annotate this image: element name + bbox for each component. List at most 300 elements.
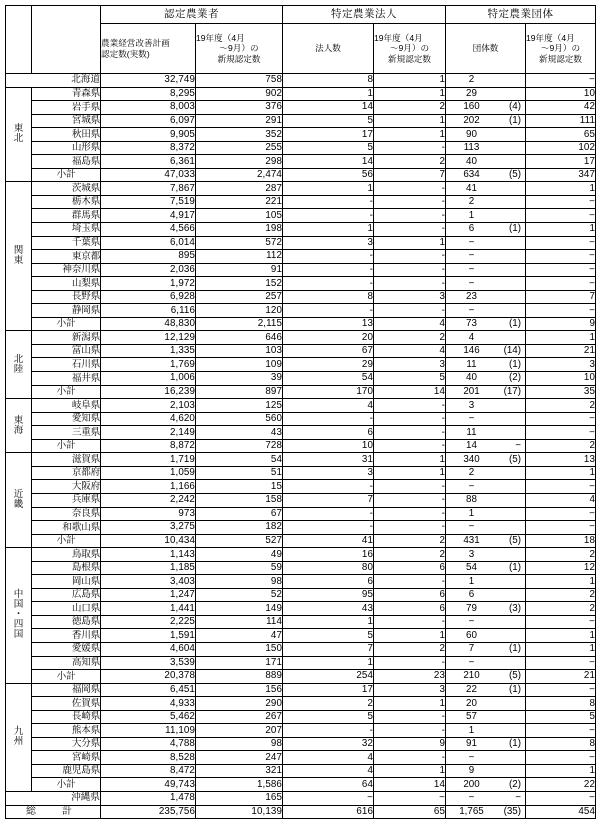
cell-dantai	[446, 101, 526, 115]
dantai-paren-value: (1)	[509, 683, 521, 695]
table-row	[6, 656, 596, 670]
cell-houjin: 4	[283, 751, 374, 765]
table-row	[6, 615, 596, 629]
row-label-prefecture: 佐賀県	[32, 697, 101, 711]
cell-dantai	[446, 358, 526, 372]
cell-nintei_new: 902	[196, 87, 283, 101]
table-row	[6, 344, 596, 358]
dantai-value: 79	[466, 602, 477, 614]
table-row	[6, 399, 596, 413]
row-label-prefecture: 奈良県	[32, 507, 101, 521]
cell-dantai_new: −	[526, 304, 596, 318]
cell-houjin_new: 1	[374, 114, 446, 128]
row-label-prefecture: 福井県	[32, 372, 101, 386]
row-label-prefecture: 茨城県	[32, 182, 101, 196]
cell-houjin_new: 1	[374, 128, 446, 142]
row-label-prefecture: 鳥取県	[32, 548, 101, 562]
cell-houjin_new: -	[374, 615, 446, 629]
table-row	[6, 372, 596, 386]
cell-dantai_new: −	[526, 426, 596, 440]
dantai-value: −	[468, 616, 475, 628]
dantai-value: 1,765	[459, 805, 484, 817]
table-row	[6, 128, 596, 142]
cell-nintei: 48,830	[101, 317, 196, 331]
dantai-value: 57	[466, 711, 477, 723]
table-row	[6, 588, 596, 602]
cell-nintei_new: 103	[196, 344, 283, 358]
dantai-value: −	[468, 656, 475, 668]
cell-dantai_new: 1	[526, 466, 596, 480]
header-group-certified-corporations: 特定農業法人	[283, 6, 446, 24]
cell-dantai_new: 1	[526, 575, 596, 589]
cell-houjin_new: -	[374, 507, 446, 521]
dantai-paren-value: (1)	[509, 562, 521, 574]
cell-houjin: 7	[283, 493, 374, 507]
table-row	[6, 101, 596, 115]
region-label-char: 東	[13, 123, 24, 135]
cell-nintei_new: 298	[196, 155, 283, 169]
cell-dantai_new: 2	[526, 548, 596, 562]
cell-nintei_new: 52	[196, 588, 283, 602]
cell-nintei_new: 527	[196, 534, 283, 548]
cell-dantai_new: −	[526, 683, 596, 697]
dantai-value: 1	[468, 507, 475, 519]
region-group-label	[6, 683, 32, 791]
cell-nintei_new: 91	[196, 263, 283, 277]
table-row	[6, 697, 596, 711]
header-group-certified-organizations: 特定農業団体	[446, 6, 596, 24]
cell-houjin: 95	[283, 588, 374, 602]
region-label-char: 州	[13, 736, 24, 748]
cell-houjin: 32	[283, 737, 374, 751]
cell-nintei: 973	[101, 507, 196, 521]
cell-nintei_new: 758	[196, 74, 283, 88]
dantai-value: 29	[466, 87, 477, 99]
cell-dantai_new: 1	[526, 764, 596, 778]
cell-nintei: 12,129	[101, 331, 196, 345]
cell-nintei: 4,933	[101, 697, 196, 711]
cell-houjin_new: 1	[374, 466, 446, 480]
cell-dantai	[446, 114, 526, 128]
cell-houjin_new: 9	[374, 737, 446, 751]
cell-nintei_new: 109	[196, 358, 283, 372]
cell-nintei: 32,749	[101, 74, 196, 88]
cell-houjin_new: -	[374, 426, 446, 440]
cell-nintei: 8,372	[101, 141, 196, 155]
cell-houjin_new: 3	[374, 290, 446, 304]
dantai-paren-value: (2)	[509, 372, 521, 384]
cell-nintei: 10,434	[101, 534, 196, 548]
region-label-char: 海	[13, 424, 24, 436]
region-label-char: 国	[13, 629, 24, 641]
cell-nintei_new: 646	[196, 331, 283, 345]
dantai-value: 22	[466, 683, 477, 695]
cell-dantai	[446, 493, 526, 507]
cell-nintei: 1,166	[101, 480, 196, 494]
cell-houjin: 5	[283, 710, 374, 724]
certified-farmers-statistics-table	[5, 5, 596, 819]
cell-dantai	[446, 507, 526, 521]
cell-houjin_new: 1	[374, 629, 446, 643]
row-label-subtotal: 小計	[32, 168, 101, 182]
cell-nintei: 4,917	[101, 209, 196, 223]
table-row-subtotal	[6, 168, 596, 182]
cell-houjin: -	[283, 480, 374, 494]
cell-nintei: 8,472	[101, 764, 196, 778]
cell-houjin_new: -	[374, 209, 446, 223]
table-row	[6, 195, 596, 209]
cell-nintei_new: 198	[196, 223, 283, 237]
row-label-prefecture: 宮崎県	[32, 751, 101, 765]
dantai-value: 7	[468, 643, 475, 655]
cell-houjin: −	[283, 791, 374, 805]
cell-nintei_new: 10,139	[196, 805, 283, 819]
cell-nintei_new: 59	[196, 561, 283, 575]
dantai-value: 11	[466, 358, 477, 370]
cell-dantai_new: −	[526, 521, 596, 535]
cell-dantai_new: 1	[526, 642, 596, 656]
cell-houjin_new: -	[374, 656, 446, 670]
cell-dantai_new: 8	[526, 737, 596, 751]
cell-nintei_new: 120	[196, 304, 283, 318]
table-row	[6, 155, 596, 169]
cell-houjin_new: 1	[374, 87, 446, 101]
cell-houjin: 14	[283, 101, 374, 115]
table-row	[6, 710, 596, 724]
cell-houjin_new: 2	[374, 101, 446, 115]
cell-dantai_new: 2	[526, 602, 596, 616]
cell-nintei: 4,788	[101, 737, 196, 751]
cell-dantai	[446, 223, 526, 237]
cell-dantai	[446, 521, 526, 535]
dantai-paren-value: −	[515, 440, 521, 452]
row-label-prefecture: 神奈川県	[32, 263, 101, 277]
dantai-value: 3	[468, 548, 475, 560]
dantai-value: 6	[468, 223, 475, 235]
cell-houjin: 5	[283, 629, 374, 643]
cell-nintei: 8,295	[101, 87, 196, 101]
cell-dantai	[446, 534, 526, 548]
dantai-paren-value: (1)	[509, 643, 521, 655]
dantai-value: 3	[468, 399, 475, 411]
cell-houjin: 54	[283, 372, 374, 386]
cell-nintei_new: 897	[196, 385, 283, 399]
cell-dantai_new: 4	[526, 493, 596, 507]
cell-houjin_new: 2	[374, 548, 446, 562]
cell-houjin_new: 1	[374, 764, 446, 778]
table-row-subtotal	[6, 317, 596, 331]
cell-houjin_new: -	[374, 263, 446, 277]
cell-nintei: 8,528	[101, 751, 196, 765]
dantai-value: 14	[466, 440, 477, 452]
table-row	[6, 764, 596, 778]
cell-houjin_new: 23	[374, 670, 446, 684]
row-label-prefecture: 鹿児島県	[32, 764, 101, 778]
row-label-prefecture: 富山県	[32, 344, 101, 358]
region-group-label	[6, 453, 32, 548]
dantai-value: 20	[466, 697, 477, 709]
row-label-prefecture: 埼玉県	[32, 223, 101, 237]
cell-houjin: 2	[283, 697, 374, 711]
cell-houjin_new: -	[374, 439, 446, 453]
cell-houjin_new: -	[374, 182, 446, 196]
cell-dantai_new: 1	[526, 182, 596, 196]
cell-houjin: 5	[283, 114, 374, 128]
cell-houjin_new: 1	[374, 453, 446, 467]
cell-nintei_new: 105	[196, 209, 283, 223]
cell-houjin_new: 65	[374, 805, 446, 819]
cell-houjin: 1	[283, 656, 374, 670]
table-row	[6, 453, 596, 467]
cell-houjin: 4	[283, 764, 374, 778]
cell-houjin: 3	[283, 236, 374, 250]
row-label-prefecture: 東京都	[32, 250, 101, 264]
cell-dantai_new: 2	[526, 439, 596, 453]
cell-dantai_new: 10	[526, 372, 596, 386]
header-line-3: 新規認定数	[217, 53, 261, 64]
cell-nintei: 235,756	[101, 805, 196, 819]
table-row	[6, 724, 596, 738]
cell-houjin_new: 6	[374, 561, 446, 575]
row-label-prefecture: 山口県	[32, 602, 101, 616]
cell-houjin: 1	[283, 615, 374, 629]
cell-dantai_new: −	[526, 74, 596, 88]
cell-houjin_new: 6	[374, 602, 446, 616]
cell-dantai_new: 3	[526, 358, 596, 372]
header-line-2: 認定数(実数)	[101, 48, 150, 59]
cell-dantai	[446, 453, 526, 467]
cell-nintei_new: 152	[196, 277, 283, 291]
dantai-value: −	[468, 413, 475, 425]
cell-houjin_new: 2	[374, 534, 446, 548]
row-label-prefecture: 栃木県	[32, 195, 101, 209]
header-col-organizations-new-certifications	[526, 24, 596, 74]
region-label-char: 国	[13, 599, 24, 611]
cell-nintei_new: 255	[196, 141, 283, 155]
table-row	[6, 304, 596, 318]
header-line-1: 19年度（4月	[526, 32, 575, 43]
dantai-value: 90	[466, 128, 477, 140]
cell-nintei: 7,519	[101, 195, 196, 209]
cell-dantai	[446, 317, 526, 331]
row-label-prefecture: 山梨県	[32, 277, 101, 291]
cell-dantai_new: 1	[526, 629, 596, 643]
cell-nintei: 7,867	[101, 182, 196, 196]
cell-dantai	[446, 209, 526, 223]
row-label-prefecture: 秋田県	[32, 128, 101, 142]
dantai-value: 4	[468, 331, 475, 343]
table-row	[6, 358, 596, 372]
cell-dantai	[446, 466, 526, 480]
cell-nintei_new: 290	[196, 697, 283, 711]
cell-dantai_new: 1	[526, 223, 596, 237]
cell-nintei_new: 267	[196, 710, 283, 724]
dantai-value: 160	[463, 101, 480, 113]
cell-houjin_new: -	[374, 223, 446, 237]
region-label-char: 北	[13, 353, 24, 365]
table-row	[6, 493, 596, 507]
cell-dantai	[446, 805, 526, 819]
cell-nintei_new: 15	[196, 480, 283, 494]
dantai-value: −	[468, 751, 475, 763]
cell-dantai_new: −	[526, 480, 596, 494]
cell-dantai_new: 102	[526, 141, 596, 155]
cell-dantai	[446, 588, 526, 602]
cell-houjin: -	[283, 724, 374, 738]
dantai-value: 340	[463, 453, 480, 465]
cell-nintei: 4,604	[101, 642, 196, 656]
dantai-paren-value: (3)	[509, 602, 521, 614]
region-label-char: 東	[13, 255, 24, 267]
cell-dantai	[446, 195, 526, 209]
cell-nintei: 6,014	[101, 236, 196, 250]
region-group-label	[6, 182, 32, 331]
region-group-label	[6, 399, 32, 453]
cell-dantai_new: −	[526, 236, 596, 250]
cell-dantai	[446, 182, 526, 196]
cell-dantai	[446, 575, 526, 589]
cell-dantai_new: −	[526, 263, 596, 277]
cell-nintei_new: 49	[196, 548, 283, 562]
cell-nintei_new: 171	[196, 656, 283, 670]
dantai-value: 11	[466, 426, 477, 438]
cell-houjin_new: -	[374, 724, 446, 738]
dantai-value: 40	[466, 155, 477, 167]
cell-nintei: 11,109	[101, 724, 196, 738]
row-label-total: 総 計	[6, 805, 101, 819]
table-row	[6, 263, 596, 277]
cell-houjin: 31	[283, 453, 374, 467]
cell-dantai	[446, 629, 526, 643]
row-label-prefecture: 京都府	[32, 466, 101, 480]
cell-dantai	[446, 277, 526, 291]
cell-houjin: 10	[283, 439, 374, 453]
cell-houjin_new: -	[374, 277, 446, 291]
row-label-prefecture: 北海道	[6, 74, 101, 88]
row-label-prefecture: 滋賀県	[32, 453, 101, 467]
region-label-char: 東	[13, 414, 24, 426]
cell-houjin: 67	[283, 344, 374, 358]
dantai-value: 88	[466, 494, 477, 506]
cell-nintei_new: 257	[196, 290, 283, 304]
dantai-value: 113	[463, 142, 480, 154]
row-label-prefecture: 岩手県	[32, 101, 101, 115]
cell-nintei_new: 560	[196, 412, 283, 426]
cell-nintei: 6,451	[101, 683, 196, 697]
row-label-prefecture: 福岡県	[32, 683, 101, 697]
cell-dantai	[446, 263, 526, 277]
table-row-subtotal	[6, 385, 596, 399]
cell-nintei: 1,143	[101, 548, 196, 562]
cell-houjin_new: 3	[374, 358, 446, 372]
table-row	[6, 209, 596, 223]
cell-dantai_new: 8	[526, 697, 596, 711]
cell-nintei_new: 156	[196, 683, 283, 697]
cell-dantai	[446, 399, 526, 413]
cell-houjin_new: -	[374, 480, 446, 494]
cell-houjin: 3	[283, 466, 374, 480]
row-label-prefecture: 岐阜県	[32, 399, 101, 413]
cell-nintei_new: 182	[196, 521, 283, 535]
cell-dantai	[446, 426, 526, 440]
cell-dantai_new: −	[526, 724, 596, 738]
cell-dantai	[446, 697, 526, 711]
dantai-value: −	[468, 264, 475, 276]
cell-dantai	[446, 236, 526, 250]
cell-dantai	[446, 670, 526, 684]
cell-nintei_new: 376	[196, 101, 283, 115]
cell-houjin: -	[283, 277, 374, 291]
row-label-prefecture: 愛媛県	[32, 642, 101, 656]
dantai-paren-value: (1)	[509, 738, 521, 750]
cell-nintei_new: 67	[196, 507, 283, 521]
cell-dantai	[446, 764, 526, 778]
cell-nintei: 2,242	[101, 493, 196, 507]
table-row	[6, 74, 596, 88]
cell-houjin: 20	[283, 331, 374, 345]
table-row-subtotal	[6, 439, 596, 453]
cell-houjin_new: 2	[374, 642, 446, 656]
cell-houjin_new: 2	[374, 155, 446, 169]
cell-houjin: 41	[283, 534, 374, 548]
cell-dantai_new: 18	[526, 534, 596, 548]
table-row	[6, 521, 596, 535]
cell-nintei: 2,036	[101, 263, 196, 277]
cell-nintei_new: 43	[196, 426, 283, 440]
cell-houjin: 17	[283, 683, 374, 697]
cell-dantai	[446, 561, 526, 575]
table-row	[6, 87, 596, 101]
cell-nintei: 5,462	[101, 710, 196, 724]
dantai-value: 634	[463, 169, 480, 181]
cell-nintei: 8,003	[101, 101, 196, 115]
table-row	[6, 426, 596, 440]
cell-dantai_new: 5	[526, 710, 596, 724]
cell-dantai	[446, 724, 526, 738]
cell-houjin: -	[283, 209, 374, 223]
header-col-corporations-new-certifications	[374, 24, 446, 74]
row-label-prefecture: 静岡県	[32, 304, 101, 318]
cell-nintei: 3,275	[101, 521, 196, 535]
cell-nintei: 8,872	[101, 439, 196, 453]
cell-nintei_new: 1,586	[196, 778, 283, 792]
dantai-value: 73	[466, 318, 477, 330]
cell-nintei: 3,539	[101, 656, 196, 670]
dantai-paren-value: (2)	[509, 778, 521, 790]
table-row	[6, 642, 596, 656]
region-label-char: 畿	[13, 499, 24, 511]
table-body	[6, 74, 596, 819]
cell-dantai	[446, 642, 526, 656]
cell-nintei: 1,335	[101, 344, 196, 358]
cell-nintei: 895	[101, 250, 196, 264]
row-label-subtotal: 小計	[32, 317, 101, 331]
table-row-subtotal	[6, 534, 596, 548]
cell-nintei_new: 54	[196, 453, 283, 467]
header-group-certified-farmers: 認定農業者	[101, 6, 283, 24]
dantai-value: 202	[463, 115, 480, 127]
cell-houjin_new: 14	[374, 385, 446, 399]
cell-nintei: 1,478	[101, 791, 196, 805]
cell-dantai_new: 21	[526, 344, 596, 358]
dantai-value: 2	[468, 74, 475, 86]
cell-houjin: 1	[283, 87, 374, 101]
cell-nintei_new: 291	[196, 114, 283, 128]
cell-dantai_new: 2	[526, 588, 596, 602]
row-label-prefecture: 宮城県	[32, 114, 101, 128]
cell-dantai_new: 9	[526, 317, 596, 331]
cell-houjin: 5	[283, 141, 374, 155]
